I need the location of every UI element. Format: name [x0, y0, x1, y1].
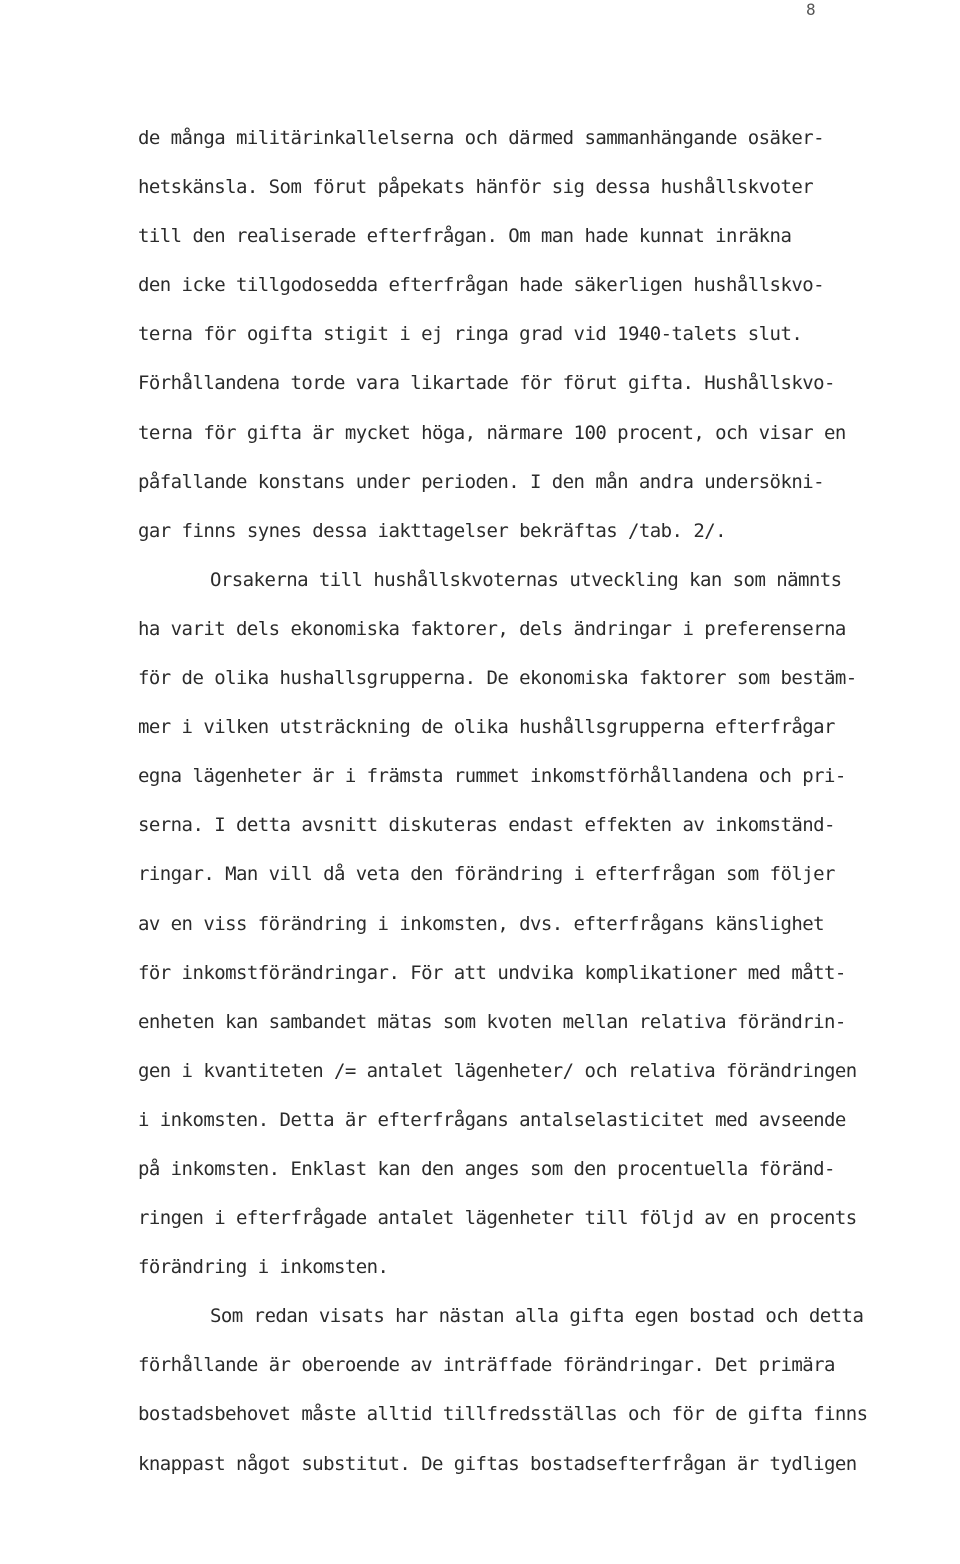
- text-line: enheten kan sambandet mätas som kvoten mellan relativa förändrin-: [138, 1010, 846, 1033]
- text-line: för de olika hushallsgrupperna. De ekonomiska faktorer som bestäm-: [138, 667, 857, 690]
- text-line: de många militärinkallelserna och därmed sammanhängande osäker-: [138, 127, 825, 149]
- text-line: förändring i inkomsten.: [138, 1256, 389, 1279]
- text-line: mer i vilken utsträckning de olika hushållsgrupperna efterfrågar: [138, 716, 835, 739]
- text-line: gar finns synes dessa iakttagelser bekräftas /tab. 2/.: [138, 519, 727, 542]
- text-line: i inkomsten. Detta är efterfrågans antalselasticitet med avseende: [138, 1108, 846, 1131]
- text-line: den icke tillgodosedda efterfrågan hade säkerligen hushållskvo-: [138, 274, 825, 297]
- text-line: till den realiserade efterfrågan. Om man hade kunnat inräkna: [138, 225, 792, 248]
- text-line: egna lägenheter är i främsta rummet inkomstförhållandena och pri-: [138, 765, 846, 788]
- text-line: Förhållandena torde vara likartade för förut gifta. Hushållskvo-: [138, 372, 835, 395]
- text-line: på inkomsten. Enklast kan den anges som den procentuella föränd-: [138, 1157, 835, 1180]
- text-line: terna för gifta är mycket höga, närmare 100 procent, och visar en: [138, 421, 846, 444]
- text-line: hetskänsla. Som förut påpekats hänför sig dessa hushållskvoter: [138, 176, 814, 199]
- text-line: terna för ogifta stigit i ej ringa grad vid 1940-talets slut.: [138, 323, 803, 346]
- text-line: av en viss förändring i inkomsten, dvs. efterfrågans känslighet: [138, 912, 825, 935]
- text-line: knappast något substitut. De giftas bostadsefterfrågan är tydligen: [138, 1452, 857, 1475]
- text-line: ringen i efterfrågade antalet lägenheter till följd av en procents: [138, 1207, 857, 1230]
- paragraph-start-line: Orsakerna till hushållskvoternas utveckling kan som nämnts: [210, 568, 842, 591]
- page-number: 8: [806, 0, 816, 19]
- text-line: bostadsbehovet måste alltid tillfredsställas och för de gifta finns: [138, 1403, 868, 1426]
- text-line: ha varit dels ekonomiska faktorer, dels ändringar i preferenserna: [138, 617, 846, 640]
- text-line: påfallande konstans under perioden. I den mån andra undersökni-: [138, 470, 825, 493]
- text-line: gen i kvantiteten /= antalet lägenheter/ och relativa förändringen: [138, 1059, 857, 1082]
- body-text: [138, 114, 938, 1489]
- text-line: serna. I detta avsnitt diskuteras endast effekten av inkomständ-: [138, 814, 835, 837]
- text-line: förhållande är oberoende av inträffade förändringar. Det primära: [138, 1354, 835, 1377]
- text-line: ringar. Man vill då veta den förändring i efterfrågan som följer: [138, 863, 835, 886]
- text-line: för inkomstförändringar. För att undvika komplikationer med mått-: [138, 961, 846, 984]
- paragraph-start-line: Som redan visats har nästan alla gifta egen bostad och detta: [210, 1305, 864, 1328]
